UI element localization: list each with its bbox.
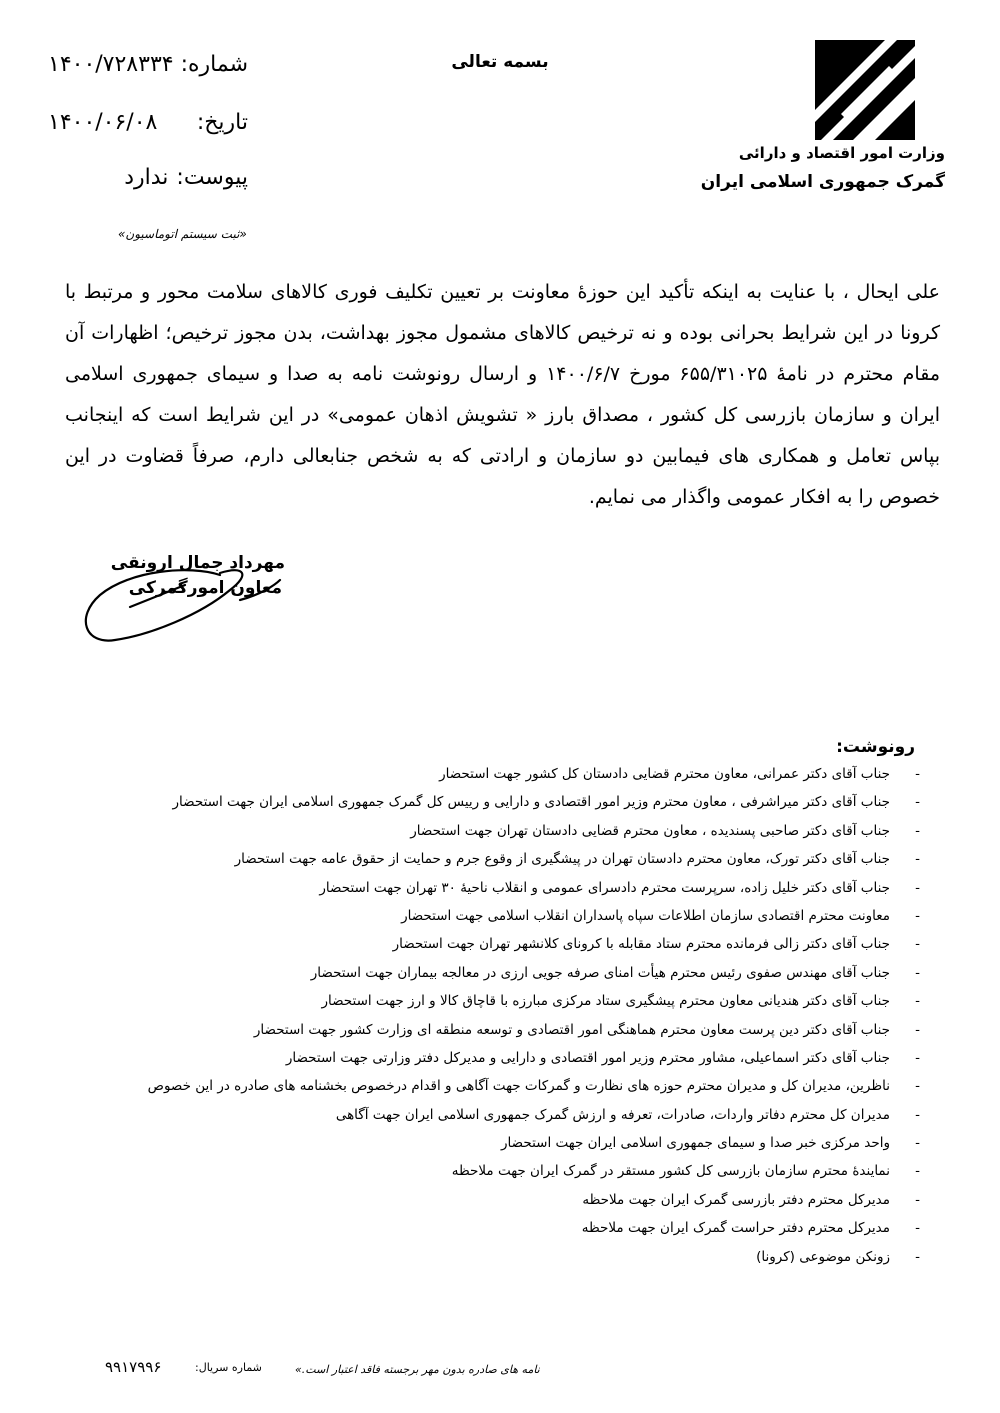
cc-list-item: - جناب آقای دکتر زالی فرمانده محترم ستاد مقابله با کرونای کلانشهر تهران جهت استحضار xyxy=(392,936,920,953)
cc-list-item: - معاونت محترم اقتصادی سازمان اطلاعات سپاه پاسداران انقلاب اسلامی جهت استحضار xyxy=(401,907,920,924)
cc-list-item: - جناب آقای دکتر دین پرست معاون محترم هماهنگی امور اقتصادی و توسعه منطقه ای وزارت کشور جهت استحضار xyxy=(253,1021,920,1038)
customs-logo-icon xyxy=(815,40,915,140)
cc-list-item: - جناب آقای دکتر صاحبی پسندیده ، معاون محترم قضایی دادستان تهران جهت استحضار xyxy=(410,822,920,839)
letter-number-value: ۱۴۰۰/۷۲۸۳۳۴ xyxy=(48,52,174,77)
attachment-value: ندارد xyxy=(124,165,169,190)
letter-date-row xyxy=(48,110,248,135)
cc-list-item: - مدیران کل محترم دفاتر واردات، صادرات، تعرفه و ارزش گمرک جمهوری اسلامی ایران جهت آگاهی xyxy=(335,1106,920,1123)
system-registration-note: «ثبت سیستم اتوماسیون» xyxy=(118,227,247,241)
org-customs-name: گمرک جمهوری اسلامی ایران xyxy=(700,172,945,192)
cc-list-item: - جناب آقای دکتر هندیانی معاون محترم پیشگیری ستاد مرکزی مبارزه با قاچاق کالا و ارز جهت استحضار xyxy=(321,993,920,1010)
cc-list-item: - ناظرین، مدیران کل و مدیران محترم حوزه های نظارت و گمرکات جهت آگاهی و اقدام درخصوص بخشنامه های صادره در این خصوص xyxy=(147,1078,920,1095)
letter-number-row xyxy=(48,52,248,77)
footer-serial-value: ۹۹۱۷۹۹۶ xyxy=(105,1358,162,1376)
cc-list-item: - مدیرکل محترم دفتر حراست گمرک ایران جهت ملاحظه xyxy=(581,1220,920,1237)
cc-list-item: - جناب آقای دکتر اسماعیلی، مشاور محترم وزیر امور اقتصادی و دارایی و مدیرکل دفتر وزارتی جهت استحضار xyxy=(285,1049,920,1066)
letter-number-label: شماره: xyxy=(180,52,248,77)
attachment-row xyxy=(48,165,248,190)
cc-list-item: - جناب آقای دکتر تورک، معاون محترم دادستان تهران در پیشگیری از وقوع جرم و حمایت از حقوق عامه جهت استحضار xyxy=(234,851,920,868)
cc-list xyxy=(100,760,920,1271)
cc-list-item: - واحد مرکزی خبر صدا و سیمای جمهوری اسلامی ایران جهت استحضار xyxy=(501,1135,920,1152)
cc-list-item: - نمایندهٔ محترم سازمان بازرسی کل کشور مستقر در گمرک ایران جهت ملاحظه xyxy=(451,1163,920,1180)
cc-list-item: - جناب آقای دکتر عمرانی، معاون محترم قضایی دادستان کل کشور جهت استحضار xyxy=(439,766,920,782)
basmala-heading: بسمه تعالی xyxy=(451,52,549,72)
cc-list-item: - زونکن موضوعی (کرونا) xyxy=(756,1248,920,1265)
cc-list-item: - جناب آقای دکتر خلیل زاده، سرپرست محترم دادسرای عمومی و انقلاب ناحیهٔ ۳۰ تهران جهت استحضار xyxy=(319,879,920,896)
letter-date-label: تاریخ: xyxy=(196,110,248,135)
letter-date-value: ۱۴۰۰/۰۶/۰۸ xyxy=(48,110,158,135)
footer-serial-label: شماره سریال: xyxy=(195,1361,262,1374)
cc-list-item: - جناب آقای مهندس صفوی رئیس محترم هیأت امنای صرفه جویی ارزی در معالجه بیماران جهت استحضار xyxy=(310,964,920,981)
letter-body: علی ایحال ، با عنایت به اینکه تأکید این حوزهٔ معاونت بر تعیین تکلیف فوری کالاهای سلامت محور و مرتبط با کرونا در این شرایط بحرانی بوده و نه ترخیص کالاهای مشمول مجوز بهداشت، بدن مجوز ترخیص؛ اظهارات آن مقام محترم در نامهٔ ۶۵۵/۳۱۰۲۵ مورخ ۱۴۰۰/۶/۷ و ارسال رونوشت نامه به صدا و سیمای جمهوری اسلامی ایران و سازمان بازرسی کل کشور ، مصداق بارز « تشویش اذهان عمومی» در این شرایط است که اینجانب بپاس تعامل و همکاری های فیمابین دو سازمان و ارادتی که به شخص جنابعالی دارم، صرفاً قضاوت در این خصوص را به افکار عمومی واگذار می نمایم. xyxy=(65,281,941,508)
cc-list-item: - مدیرکل محترم دفتر بازرسی گمرک ایران جهت ملاحظه xyxy=(582,1191,920,1208)
footer-validity-note: نامه های صادره بدون مهر برجسته فاقد اعتبار است.» xyxy=(295,1363,540,1376)
cc-list-item: - جناب آقای دکتر میراشرفی ، معاون محترم وزیر امور اقتصادی و دارایی و رییس کل گمرک جمهوری اسلامی ایران جهت استحضار xyxy=(172,794,920,811)
cc-heading: رونوشت: xyxy=(836,737,915,757)
signatory-name: مهرداد جمال ارونقی xyxy=(110,553,285,573)
attachment-label: پیوست: xyxy=(176,165,248,190)
org-ministry-name: وزارت امور اقتصاد و دارائی xyxy=(738,144,945,162)
signatory-title: معاون امورگمرکی xyxy=(128,578,282,598)
